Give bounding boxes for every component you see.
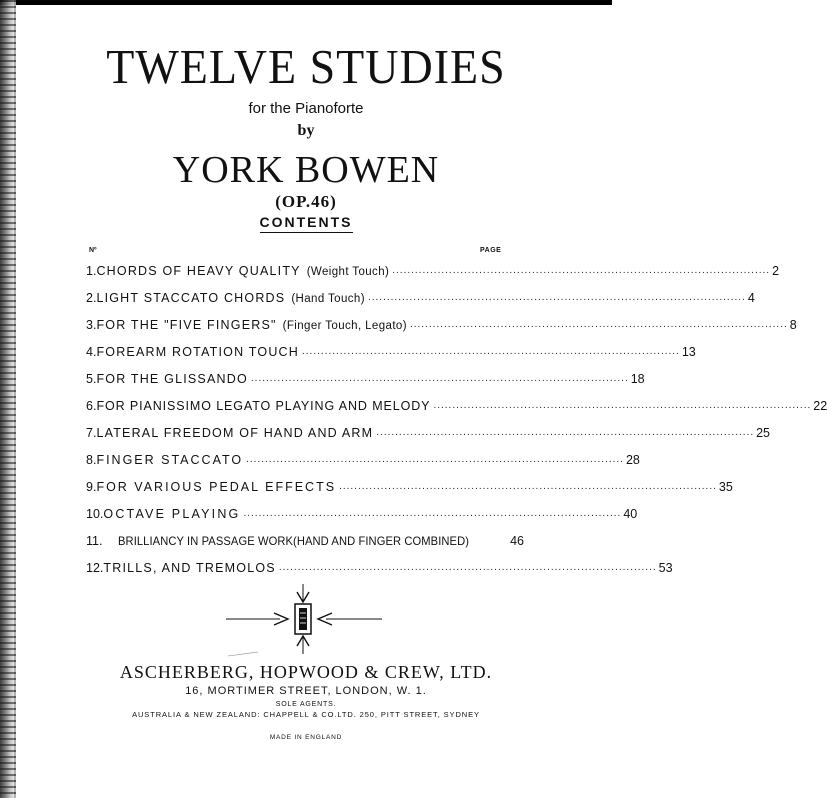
entry-title: FOR VARIOUS PEDAL EFFECTS [96,480,337,494]
entry-title: FOREARM ROTATION TOUCH [96,345,299,359]
leader-dots: .................................................................................................... [243,508,622,519]
sole-agents-label: SOLE AGENTS. [275,701,337,708]
top-border [0,0,612,5]
entry-title: FOR THE GLISSANDO [96,372,248,386]
entry-subtitle: (Hand Touch) [291,293,365,305]
work-title: TWELVE STUDIES [106,39,506,94]
entry-number: 5. [86,372,97,386]
entry-title: FOR THE "FIVE FINGERS" [96,318,277,332]
entry-number: 2. [86,291,97,305]
made-in-label: MADE IN ENGLAND [269,734,343,741]
entry-page: 13 [681,345,696,359]
toc-entry-10 [84,501,638,521]
entry-title: CHORDS OF HEAVY QUALITY [96,264,301,278]
by-line: by [297,122,315,139]
ornament-motif [218,582,388,656]
opus-number: (OP.46) [275,192,337,211]
contents-heading [0,214,612,233]
entry-number: 7. [86,426,97,440]
entry-number: 9. [86,480,97,494]
ornament-core [299,608,307,630]
toc-entry-1 [84,258,780,278]
entry-page: 53 [658,561,673,575]
leader-dots: .................................................................................................... [246,454,624,465]
entry-page: 4 [747,291,755,305]
entry-title: LATERAL FREEDOM OF HAND AND ARM [96,426,374,440]
entry-number: 3. [86,318,97,332]
entry-title: FOR PIANISSIMO LEGATO PLAYING AND MELODY [96,399,431,413]
entry-title: BRILLIANCY IN PASSAGE WORK(HAND AND FINGER COMBINED) [118,534,470,548]
entry-page: 22 [813,399,827,413]
entry-page: 46 [510,534,524,548]
distributors-line: AUSTRALIA & NEW ZEALAND: CHAPPELL & CO.LTD. 250, PITT STREET, SYDNEY [132,710,480,719]
leader-dots: .................................................................................................... [339,481,717,492]
publisher-name: ASCHERBERG, HOPWOOD & CREW, LTD. [119,662,493,682]
page-column-label: PAGE [480,247,502,254]
leader-dots: .................................................................................................... [367,292,746,303]
toc-entry-3 [84,312,797,332]
toc-entry-9 [84,474,733,494]
entry-number: 1. [86,264,97,278]
entry-number: 11. [86,534,103,548]
entry-number: 10. [86,507,104,521]
entry-page: 18 [630,372,645,386]
entry-page: 8 [789,318,797,332]
entry-number: 4. [86,345,97,359]
toc-entry-11 [84,528,524,548]
toc-entry-2 [84,285,755,305]
publisher-address: 16, MORTIMER STREET, LONDON, W. 1. [185,685,427,697]
entry-number: 8. [86,453,97,467]
entry-page: 28 [625,453,640,467]
toc-entry-8 [84,447,640,467]
entry-number: 6. [86,399,97,413]
entry-page: 25 [756,426,771,440]
entry-title: FINGER STACCATO [96,453,244,467]
entry-title: OCTAVE PLAYING [103,507,241,521]
entry-page: 40 [623,507,638,521]
toc-entry-6 [84,393,827,413]
leader-dots: .................................................................................................... [409,319,788,330]
composer-name: YORK BOWEN [172,149,440,191]
leader-dots: .................................................................................................... [433,400,812,411]
toc-entry-7 [84,420,771,440]
entry-title: TRILLS, AND TREMOLOS [103,561,276,575]
toc-entry-4 [84,339,696,359]
entry-page: 2 [772,264,780,278]
work-subtitle: for the Pianoforte [248,100,364,117]
leader-dots: .................................................................................................... [392,265,771,276]
toc-entry-5 [84,366,645,386]
number-column-label: Nº [89,247,97,254]
contents-heading-text: CONTENTS [260,214,353,233]
ornament-faint-stroke [228,652,258,656]
entry-page: 35 [718,480,733,494]
entry-subtitle: (Finger Touch, Legato) [282,320,407,332]
entry-subtitle: (Weight Touch) [306,266,390,278]
leader-dots: .................................................................................................... [250,373,629,384]
leader-dots: .................................................................................................... [302,346,680,357]
entry-title: LIGHT STACCATO CHORDS [96,291,286,305]
entry-number: 12. [86,561,104,575]
leader-dots: .................................................................................................... [376,427,755,438]
leader-dots: .................................................................................................... [278,562,657,573]
toc-entry-12 [84,555,673,575]
